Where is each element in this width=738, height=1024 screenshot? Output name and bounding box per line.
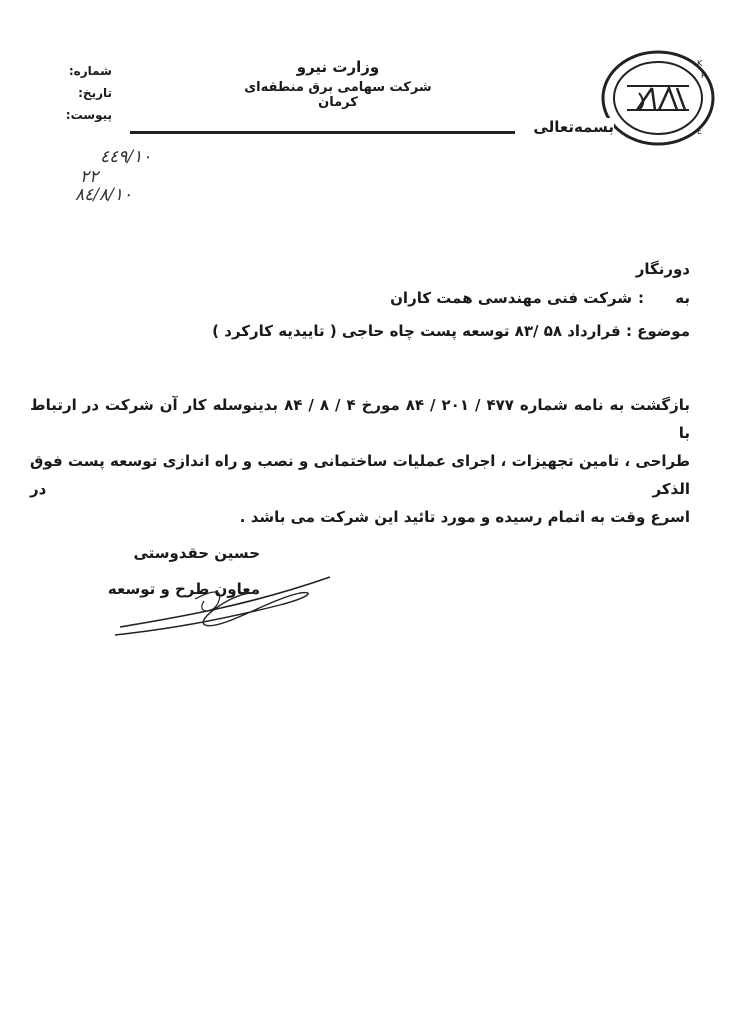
recipient-row [360, 289, 690, 307]
recipient-colon: : [638, 289, 644, 307]
handwritten-registration [0, 140, 152, 210]
handwritten-line-2: ٢٢ [80, 167, 99, 187]
ministry-name: وزارت نیرو [296, 58, 380, 76]
body-line-1: بازگشت به نامه شماره ۴۷۷ / ۲۰۱ / ۸۴ مورخ ۴ / ۸ / ۸۴ بدینوسله کار آن شرکت در ارتباط با [30, 396, 690, 442]
signatory-title: معاون طرح و توسعه [107, 580, 260, 598]
number-label: شماره: [68, 64, 112, 78]
handwritten-signature [100, 565, 350, 645]
body-line-2: طراحی ، تامین تجهیزات ، اجرای عملیات ساختمانی و نصب و راه اندازی توسعه پست فوق الذکر در [30, 452, 690, 498]
letter-body [30, 391, 690, 531]
svg-text:E: E [697, 127, 703, 136]
signatory-name: حسین حقدوستی [133, 544, 260, 562]
svg-text:K: K [697, 59, 703, 68]
letter-meta-fields [22, 60, 112, 126]
handwritten-line-1: ٤٤٩/١٠ [100, 147, 152, 167]
organization-block [228, 58, 448, 110]
subject-row [150, 322, 690, 340]
subject-label: موضوع : [625, 322, 690, 340]
svg-text:R: R [701, 71, 707, 80]
company-seal-icon [597, 48, 719, 148]
attachment-label: پیوست: [65, 108, 112, 122]
handwritten-line-3: ٨٤/٨/١٠ [75, 185, 133, 205]
recipient-value: شرکت فنی مهندسی همت کاران [390, 289, 632, 307]
document-type: دورنگار [635, 260, 690, 278]
subject-value: قرارداد ۵۸ /۸۳ توسعه پست چاه حاجی ( تاییدیه کارکرد ) [212, 322, 621, 340]
date-label: تاریخ: [78, 86, 112, 100]
body-line-3: اسرع وقت به اتمام رسیده و مورد تائید این شرکت می باشد . [239, 508, 690, 526]
bismillah-heading: بسمه‌تعالی [515, 118, 614, 136]
company-name: شرکت سهامی برق منطقه‌ای کرمان [244, 80, 432, 110]
recipient-label: به [675, 289, 690, 307]
